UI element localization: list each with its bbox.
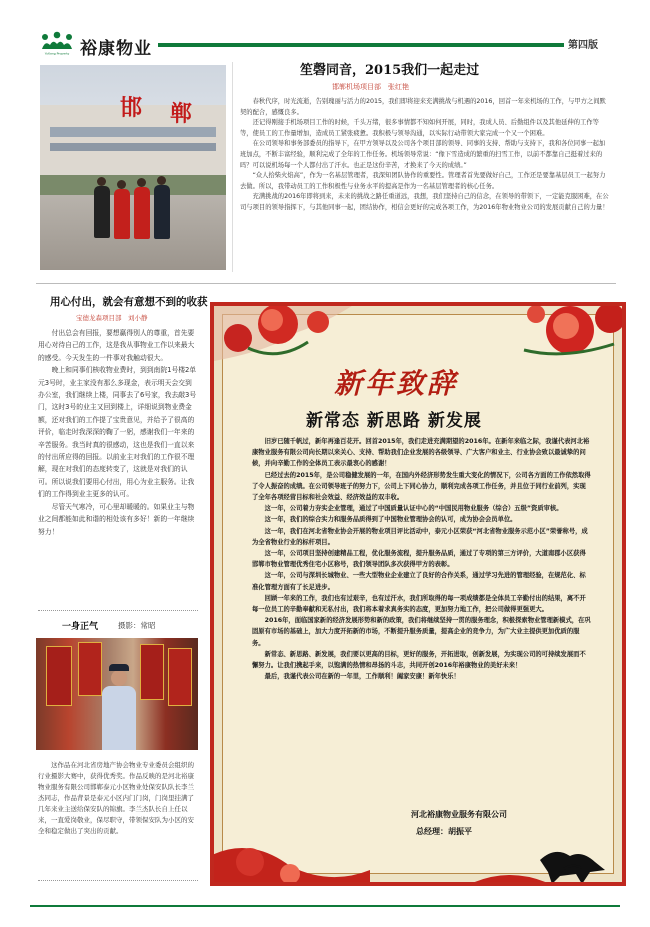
article1-paragraph: 充满挑战的2016年即将到来，未来的挑战之路任重道远，我想，我们坚持自己的信念，在领导的带领下，一定能克服困难，在公司与项目的领导指挥下，与其他同事一起，团结协作，相信会更好的完成各项工作，为2016年物业物业公司的发展贡献自己的力量！ xyxy=(240,193,609,211)
brand-logo-icon xyxy=(40,31,74,55)
card-paragraph: 这一年，我们的综合实力和服务品质得到了中国物业管理协会的认可，成为协会会员单位。 xyxy=(264,516,517,524)
card-paragraph: 这一年，公司与深圳长城物业、一些大型物业企业建立了良好的合作关系，通过学习先进的管理经验，在规范化、标准化管理方面有了长足进步。 xyxy=(252,572,586,591)
dotted-divider xyxy=(38,880,198,881)
staff-person xyxy=(114,189,130,239)
card-company-signature: 河北裕康物业服务有限公司 xyxy=(411,810,507,819)
card-paragraph: 旧岁已随千帆过，新年再逢百花开。回首2015年，我们走进充满期望的2016年。在新年来临之际，我谨代表河北裕康物业服务有限公司向长期以来关心、支持、帮助我们企业发展的各级领导、广大客户和业主、行业协会致以最诚挚的问候，并向辛勤工作的全体员工表示最衷心的感谢！ xyxy=(252,438,590,468)
dotted-divider xyxy=(38,610,198,611)
peony-flower-icon xyxy=(210,302,358,370)
staff-person xyxy=(134,187,150,239)
peony-flower-icon xyxy=(514,302,626,364)
new-year-card xyxy=(210,302,626,886)
article2-body xyxy=(38,327,198,538)
article2-paragraph: 付出总会有回报，要想赢得别人的尊重，首先要用心对待自己的工作，这是我从事物业工作以来最大的感受。今天发生的一件事对我触动很大。 xyxy=(38,329,195,362)
photo2-caption: 这作品在河北省房地产协会物业专业委员会组织的行业摄影大赛中，获得优秀奖。作品反映的是河北裕康物业服务有限公司邯郸泰元小区物业处保安队队长李兰杰同志，作品背景是泰元小区内门门岗，门岗里挂满了几年来业主送给保安队的锦旗。李兰杰队长自上任以来，一直爱岗敬业，保尽职守，带领保安队为小区的安全和稳定做出了突出的贡献。 xyxy=(38,761,194,835)
header-rule xyxy=(158,43,564,47)
article1-paragraph: 春秋代序，时光流逝，告别瑰丽与活力的2015，我们即将迎来充满挑战与机遇的2016，回首一年来机场的工作，与甲方之间默契的配合，感慨良多。 xyxy=(240,98,606,116)
article2-title: 用心付出，就会有意想不到的收获 xyxy=(50,296,208,308)
article1-paragraph: “众人拾柴火焰高”，作为一名基层管理者，我深知团队协作的重要性。管理者首先要做好自己，工作还是要靠基层员工一起努力去做。所以，我带动员工的工作积极性与业务水平的提高是作为一名基层管理者的核心任务。 xyxy=(240,172,606,190)
staff-person xyxy=(154,185,170,239)
card-paragraph: 新常态、新思路、新发展，我们要以更高的目标，更好的服务，开拓进取，创新发展，为实现公司的可持续发展而不懈努力。让我们携起手来，以饱满的热情和昂扬的斗志，共同开创2016年裕康物业的美好未来！ xyxy=(252,650,586,670)
card-paragraph: 这一年，公司着力夯实企业管理，通过了中国质量认证中心的“中国民用物业服务（综合）五级”资质审核。 xyxy=(264,505,563,513)
card-paragraph: 这一年，公司项目坚持创建精品工程，优化服务流程，提升服务品质，通过了专项的第三方评价，大道南郡小区获得邯郸市物业管理优秀住宅小区称号，我们领导团队多次获得甲方的表彰。 xyxy=(252,550,586,569)
photo2-credit: 摄影：常昭 xyxy=(118,621,156,630)
sign-character-left: 邯 xyxy=(120,95,143,121)
article1-paragraph: 在公司领导和事务部委员的指导下，在甲方领导以及公司各个项目部的领导、同事的支持、帮助与支持下，我和各位同事一起加班加点，不断丰富经验，顺利完成了全年的工作任务。机场领导常说：“像下雪造成的繁重的扫雪工作，以前不都靠自己挺着过来的吗？可以说机场每一个人都付出了汗水。也正是这份辛苦，才换来了今天的成绩。” xyxy=(240,140,606,169)
article1-paragraph: 还记得刚接手机场项目工作的时候，千头万绪，很多事情都不知如何开展，同时，我成人员、后勤组件以及其他延伸的工作等等，使员工的工作量增加，造成员工紧张疲惫。我积极与领导沟通，以实际行动带领大家完成一个又一个困难。 xyxy=(240,119,599,137)
guard-figure xyxy=(102,686,136,750)
article2-author: 宝德龙森项目部 刘小静 xyxy=(76,314,148,322)
card-title: 新年致辞 xyxy=(334,367,459,400)
security-guard-photo xyxy=(36,638,198,750)
article1-author: 邯郸机场项目部 张红艳 xyxy=(332,83,409,91)
card-paragraph: 最后，我谨代表公司在新的一年里，工作顺利！阖家安康！新年快乐！ xyxy=(264,673,460,681)
staff-person xyxy=(94,186,110,238)
article2-paragraph: 晚上和同事们核收物业费时，到到南院1号楼2单元3号时，业主家没有那么多现金，表示明天会交到办公室，我们继续上楼，同事去了6号家，我去敲3号门，这时3号的业主又回到楼上，详细说到物业费金额，还对我们的工作提了宝贵意见，并给予了很高的评价，临走时我深深的鞠了一躬，感谢我们一年来的辛苦服务。我当时真的很感动，这也是我们一直以来的付出所应得的回报。以前业主对我们的工作很不理解，现在对我们的态度转变了，这就是对我们的认可。所以说我们要用心付出，用心为业主服务。让我们的工作得到业主更多的认可。 xyxy=(38,366,197,499)
page-edition: 第四版 xyxy=(568,40,598,51)
sign-character-right: 郸 xyxy=(170,101,193,127)
article1-title: 笙磬同音，2015我们一起走过 xyxy=(300,63,480,78)
card-signer: 总经理：胡振平 xyxy=(416,827,472,836)
card-body xyxy=(252,436,592,682)
article2-paragraph: 尽管天气寒冷，可心里却暖暖的。如果业主与物业之间都能如此和谐的相处该有多好！新的一年继续努力！ xyxy=(38,502,195,536)
footer-rule xyxy=(30,905,620,907)
card-paragraph: 这一年，我们在河北省物业协会开展的物业项目评比活动中，泰元小区荣获“河北省物业服务示范小区”荣誉称号，成为全省物业行业的标杆项目。 xyxy=(252,527,588,546)
logo-caption: YuKang Property xyxy=(44,51,70,55)
card-subtitle: 新常态 新思路 新发展 xyxy=(306,411,482,431)
photo2-title: 一身正气 xyxy=(62,622,99,632)
airport-staff-photo xyxy=(40,65,226,270)
section-divider xyxy=(36,283,616,284)
column-divider xyxy=(232,62,233,272)
card-paragraph: 2016年，面临国家新的经济发展形势和新的政策，我们将继续坚持一贯的服务理念，积极探索物业管理新模式，在巩固原有市场的基础上，加大力度开拓新的市场，不断提升服务质量，提高企业的竞争力，为广大业主提供更加优质的服务。 xyxy=(252,617,591,647)
card-paragraph: 回顾一年来的工作，我们也有过艰辛，也有过汗水，我们所取得的每一项成绩都是全体员工辛勤付出的结果，离不开每一位员工的辛勤奉献和无私付出，我们将本着求真务实的态度，更加努力地工作，把公司做得更强更大。 xyxy=(252,594,586,614)
article1-body xyxy=(240,97,610,214)
brand-name: 裕康物业 xyxy=(80,39,152,59)
card-paragraph: 已经过去的2015年，是公司稳健发展的一年，在国内外经济形势发生重大变化的情况下，公司各方面的工作依然取得了令人振奋的成绩。在公司领导班子的努力下，公司上下同心协力，顺利完成各项工作任务，并且位于同行业前列，实现了全年各项经营目标和社会效益、经济效益的双丰收。 xyxy=(252,471,591,502)
